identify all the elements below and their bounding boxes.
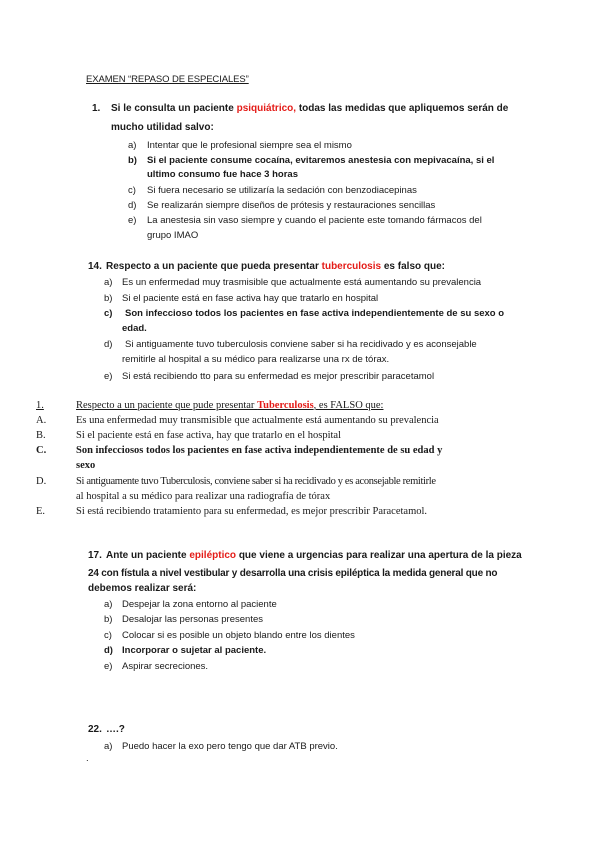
- option-marker: a): [104, 277, 113, 288]
- option-text-line2: remitirle al hospital a su médico para realizarse una rx de tórax.: [122, 354, 390, 365]
- question-17-number: 17.: [88, 550, 102, 561]
- option-marker: e): [104, 371, 113, 382]
- option-marker: E.: [36, 506, 46, 517]
- option-text: Aspirar secreciones.: [122, 661, 209, 672]
- option-text-line2: sexo: [76, 460, 96, 471]
- option-marker: D.: [36, 476, 47, 487]
- question-14-text-end: es falso que:: [381, 261, 445, 272]
- option-marker: B.: [36, 430, 46, 441]
- option-text: Si el paciente consume cocaína, evitaremos anestesia con mepivacaína, si el: [147, 155, 495, 166]
- question-14-text-start: Respecto a un paciente que pueda presentar: [106, 261, 322, 272]
- option-text: Si el paciente está en fase activa, hay que tratarlo en el hospital: [76, 430, 342, 441]
- option-text: Puedo hacer la exo pero tengo que dar ATB previo.: [122, 741, 338, 752]
- option-marker: c): [104, 308, 113, 319]
- question-17-text: [106, 549, 522, 562]
- option-text: Si el paciente está en fase activa hay que tratarlo en hospital: [122, 293, 379, 304]
- option-marker: d): [104, 645, 113, 656]
- option-marker: d): [104, 339, 113, 350]
- question-22-text: ….?: [106, 724, 125, 735]
- option-marker: d): [128, 200, 137, 211]
- option-text: Colocar si es posible un objeto blando entre los dientes: [122, 630, 355, 641]
- exam-title: EXAMEN “REPASO DE ESPECIALES”: [86, 74, 249, 85]
- question-1-text-line2: mucho utilidad salvo:: [111, 122, 214, 133]
- option-text: Son infecciosos todos los pacientes en fase activa independientemente de su edad y: [76, 445, 443, 456]
- option-marker: c): [128, 185, 136, 196]
- option-text: Si antiguamente tuvo Tuberculosis, conviene saber si ha recidivado y es aconsejable remitirle: [76, 476, 436, 487]
- option-text-line2: edad.: [122, 323, 147, 334]
- question-1-text-start: Si le consulta un paciente: [111, 103, 237, 114]
- option-text: Intentar que le profesional siempre sea el mismo: [147, 140, 352, 151]
- question-14-text: [106, 260, 445, 273]
- option-marker: a): [128, 140, 137, 151]
- option-text: Desalojar las personas presentes: [122, 614, 263, 625]
- question-14-keyword: tuberculosis: [321, 261, 382, 272]
- question-1-text-end: todas las medidas que apliquemos serán de: [296, 103, 509, 114]
- question-14-number: 14.: [88, 261, 102, 272]
- option-marker: a): [104, 741, 113, 752]
- question-1-number: 1.: [92, 103, 101, 114]
- question-alt-text-start: Respecto a un paciente que pude presentar: [76, 400, 258, 411]
- question-alt-text-end: , es FALSO que:: [313, 400, 384, 411]
- option-marker: a): [104, 599, 113, 610]
- option-text: Incorporar o sujetar al paciente.: [122, 645, 267, 656]
- question-17-keyword: epiléptico: [189, 550, 237, 561]
- option-text: La anestesia sin vaso siempre y cuando el paciente este tomando fármacos del: [147, 215, 482, 226]
- question-1-text: [111, 102, 508, 115]
- option-text: Es un enfermedad muy trasmisible que actualmente está aumentando su prevalencia: [122, 277, 482, 288]
- option-marker: c): [104, 630, 112, 641]
- option-marker: C.: [36, 445, 47, 456]
- option-text: Despejar la zona entorno al paciente: [122, 599, 277, 610]
- option-text: Si está recibiendo tratamiento para su enfermedad, es mejor prescribir Paracetamol.: [76, 506, 428, 517]
- option-marker: e): [104, 661, 113, 672]
- option-text-line2: grupo IMAO: [147, 230, 199, 241]
- option-marker: b): [128, 155, 137, 166]
- option-text: Si está recibiendo tto para su enfermedad es mejor prescribir paracetamol: [122, 371, 435, 382]
- option-marker: b): [104, 293, 113, 304]
- question-alt-number: 1.: [36, 400, 44, 411]
- option-text: Son infeccioso todos los pacientes en fase activa independientemente de su sexo o: [125, 308, 505, 319]
- question-1-keyword: psiquiátrico,: [236, 103, 297, 114]
- question-17-text-start: Ante un paciente: [106, 550, 190, 561]
- question-alt-text: [76, 399, 383, 413]
- option-marker: b): [104, 614, 113, 625]
- option-text-line2: ultimo consumo fue hace 3 horas: [147, 169, 298, 180]
- option-text: Es una enfermedad muy transmisible que actualmente está aumentando su prevalencia: [76, 415, 439, 426]
- question-17-text-end: que viene a urgencias para realizar una apertura de la pieza: [236, 550, 522, 561]
- option-marker: A.: [36, 415, 47, 426]
- option-text: Se realizarán siempre diseños de prótesis y restauraciones sencillas: [147, 200, 436, 211]
- question-17-text-line3: debemos realizar será:: [88, 583, 197, 594]
- option-marker: e): [128, 215, 137, 226]
- option-text-line2: al hospital a su médico para realizar una radiografía de tórax: [76, 491, 331, 502]
- option-text: Si fuera necesario se utilizaría la sedación con benzodiacepinas: [147, 185, 417, 196]
- trailing-dot: .: [86, 753, 89, 764]
- question-alt-keyword: Tuberculosis: [257, 400, 314, 411]
- option-text: Si antiguamente tuvo tuberculosis conviene saber si ha recidivado y es aconsejable: [125, 339, 477, 350]
- question-17-text-line2: 24 con fístula a nivel vestibular y desarrolla una crisis epiléptica la medida general que no: [88, 568, 498, 579]
- question-22-number: 22.: [88, 724, 102, 735]
